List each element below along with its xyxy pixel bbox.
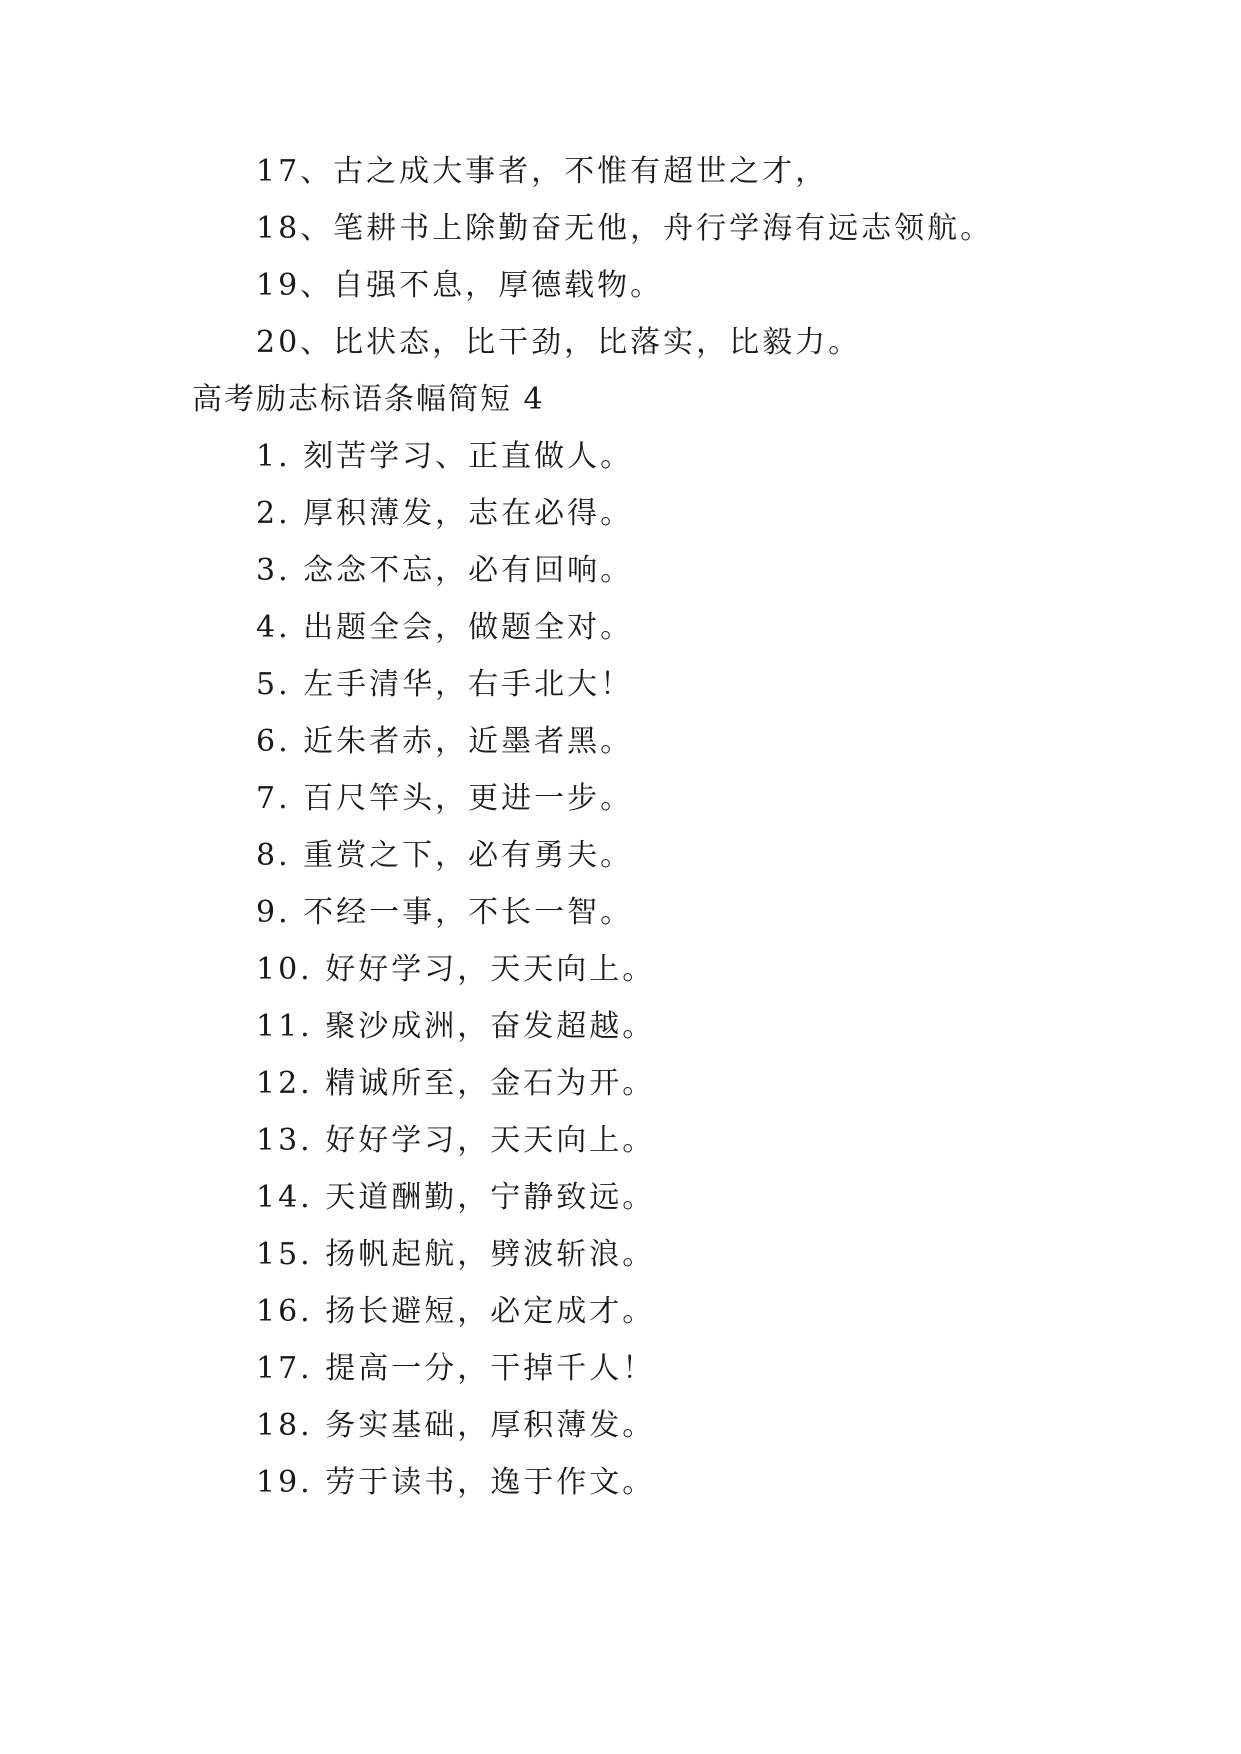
list-item-12: 12. 精诚所至，金石为开。: [256, 1066, 656, 1101]
list-item-14: 14. 天道酬勤，宁静致远。: [256, 1180, 656, 1215]
list-item-9: 9. 不经一事，不长一智。: [256, 895, 634, 930]
list-item-18: 18. 务实基础，厚积薄发。: [256, 1408, 656, 1443]
list-item-7: 7. 百尺竿头，更进一步。: [256, 781, 634, 816]
list-item-8: 8. 重赏之下，必有勇夫。: [256, 838, 634, 873]
list-item-6: 6. 近朱者赤，近墨者黑。: [256, 724, 634, 759]
list-item-19: 19. 劳于读书，逸于作文。: [256, 1465, 656, 1500]
slogan-line-17: 17、古之成大事者，不惟有超世之才，: [256, 154, 829, 189]
list-item-10: 10. 好好学习，天天向上。: [256, 952, 656, 987]
list-item-15: 15. 扬帆起航，劈波斩浪。: [256, 1237, 656, 1272]
slogan-line-19: 19、自强不息，厚德载物。: [256, 268, 664, 303]
list-item-13: 13. 好好学习，天天向上。: [256, 1123, 656, 1158]
list-item-17: 17. 提高一分，干掉千人！: [256, 1351, 656, 1386]
list-item-5: 5. 左手清华，右手北大！: [256, 667, 634, 702]
list-item-11: 11. 聚沙成洲，奋发超越。: [256, 1009, 656, 1044]
list-item-16: 16. 扬长避短，必定成才。: [256, 1294, 656, 1329]
list-item-1: 1. 刻苦学习、正直做人。: [256, 439, 634, 474]
slogan-line-20: 20、比状态，比干劲，比落实，比毅力。: [256, 325, 862, 360]
list-item-2: 2. 厚积薄发，志在必得。: [256, 496, 634, 531]
section-heading: 高考励志标语条幅简短 4: [192, 382, 545, 417]
list-item-4: 4. 出题全会，做题全对。: [256, 610, 634, 645]
list-item-3: 3. 念念不忘，必有回响。: [256, 553, 634, 588]
slogan-line-18: 18、笔耕书上除勤奋无他，舟行学海有远志领航。: [256, 211, 994, 246]
